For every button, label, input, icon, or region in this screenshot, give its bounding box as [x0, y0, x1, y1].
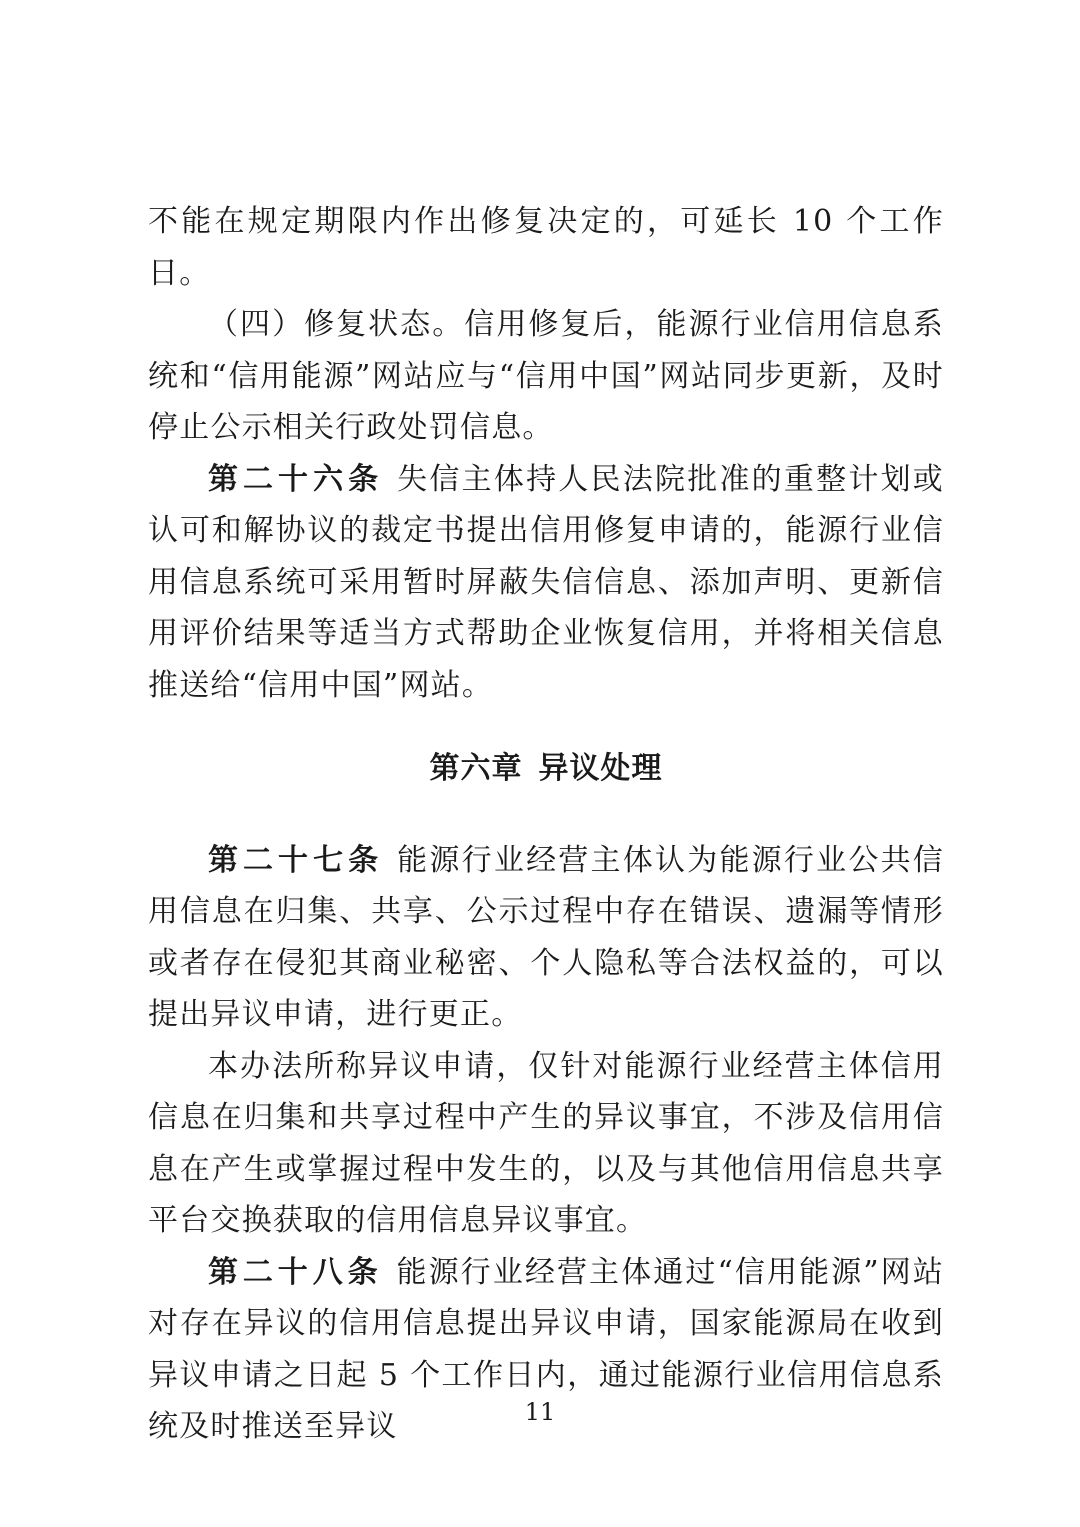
chapter-title: 异议处理 — [538, 751, 663, 786]
article-28-text: 能源行业经营主体通过“信用能源”网站对存在异议的信用信息提出异议申请，国家能源局在收到异议申请之日起 5 个工作日内，通过能源行业信用信息系统及时推送至异议 — [148, 1254, 944, 1444]
page-number: 11 — [524, 1398, 556, 1426]
chapter-heading-block — [148, 711, 944, 835]
paragraph-continuation: 不能在规定期限内作出修复决定的，可延长 10 个工作日。 — [148, 204, 944, 291]
paragraph-repair-status: （四）修复状态。信用修复后，能源行业信用信息系统和“信用能源”网站应与“信用中国”网站同步更新，及时停止公示相关行政处罚信息。 — [148, 307, 944, 445]
chapter-number: 第六章 — [429, 751, 523, 786]
article-26 — [148, 454, 944, 712]
article-27 — [148, 835, 944, 1041]
article-26-text: 失信主体持人民法院批准的重整计划或认可和解协议的裁定书提出信用修复申请的，能源行业信用信息系统可采用暂时屏蔽失信信息、添加声明、更新信用评价结果等适当方式帮助企业恢复信用，并将相关信息推送给“信用中国”网站。 — [148, 461, 945, 703]
article-27-text: 能源行业经营主体认为能源行业公共信用信息在归集、共享、公示过程中存在错误、遗漏等情形或者存在侵犯其商业秘密、个人隐私等合法权益的，可以提出异议申请，进行更正。 — [148, 842, 945, 1032]
article-28-number: 第二十八条 — [208, 1254, 383, 1290]
article-27-number: 第二十七条 — [208, 842, 384, 878]
chapter-heading — [148, 743, 944, 795]
paragraph-objection-scope: 本办法所称异议申请，仅针对能源行业经营主体信用信息在归集和共享过程中产生的异议事宜，不涉及信用信息在产生或掌握过程中发生的，以及与其他信用信息共享平台交换获取的信用信息异议事宜。 — [148, 1048, 944, 1238]
article-26-number: 第二十六条 — [208, 461, 384, 497]
document-body — [148, 196, 944, 1453]
